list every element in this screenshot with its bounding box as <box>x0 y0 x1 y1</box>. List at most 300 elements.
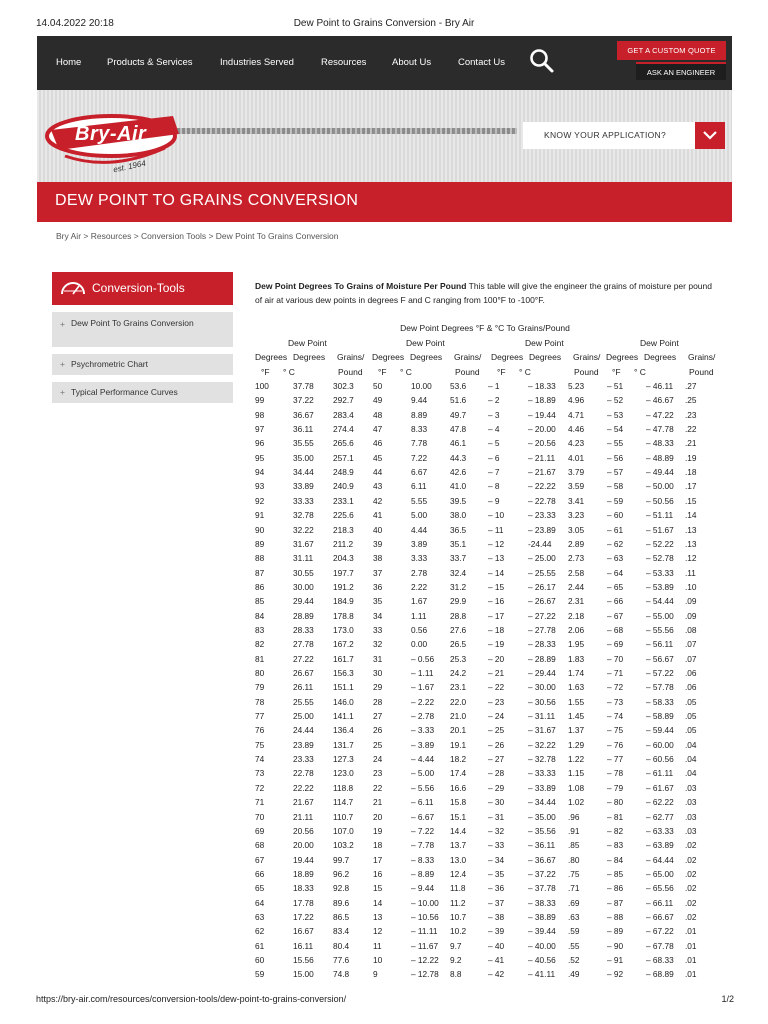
search-icon[interactable] <box>529 48 555 74</box>
table-cell: – 8.33 <box>411 854 435 865</box>
table-cell: – 55 <box>607 438 624 449</box>
nav-home[interactable]: Home <box>56 57 82 68</box>
table-cell: – 6.11 <box>411 797 434 808</box>
table-cell: 36.11 <box>293 424 314 435</box>
table-cell: .06 <box>685 682 697 693</box>
table-cell: 19 <box>373 825 383 836</box>
nav-about-us[interactable]: About Us <box>392 57 432 68</box>
table-cell: .09 <box>685 610 697 621</box>
table-cell: 5.55 <box>411 495 428 506</box>
table-cell: 42.6 <box>450 467 467 478</box>
table-cell: 35.1 <box>450 538 467 549</box>
table-cell: 1.22 <box>568 754 585 765</box>
table-cell: 1.95 <box>568 639 585 650</box>
table-cell: – 9 <box>488 495 500 506</box>
table-cell: – 90 <box>607 940 624 951</box>
table-cell: 26.67 <box>293 668 314 678</box>
table-cell: 53.6 <box>450 381 467 391</box>
table-cell: 30 <box>373 668 383 678</box>
table-cell: 3.89 <box>411 538 428 549</box>
table-cell: – 58.89 <box>646 711 674 722</box>
table-cell: – 82 <box>607 825 624 836</box>
table-cell: 23 <box>373 768 383 779</box>
table-cell: 31 <box>373 653 383 664</box>
group-header-dew-point: Dew Point <box>406 338 445 348</box>
table-cell: 20.1 <box>450 725 467 736</box>
table-cell: 11.2 <box>450 897 466 908</box>
table-cell: .04 <box>685 768 697 779</box>
table-cell: 47 <box>373 424 383 435</box>
table-cell: 16.11 <box>293 940 314 951</box>
table-cell: – 1 <box>488 381 500 391</box>
table-cell: – 34.44 <box>528 797 556 808</box>
sidebar-header <box>52 272 233 305</box>
table-cell: 59 <box>255 969 265 980</box>
table-cell: – 57 <box>607 467 624 478</box>
table-cell: 39 <box>373 538 383 549</box>
know-your-application-select[interactable]: KNOW YOUR APPLICATION? <box>523 122 695 149</box>
table-cell: .25 <box>685 395 697 406</box>
table-cell: .09 <box>685 596 697 607</box>
chevron-down-icon <box>703 130 717 140</box>
column-header: °F <box>261 367 270 377</box>
table-cell: – 61.11 <box>646 768 674 779</box>
table-cell: 5.23 <box>568 381 585 391</box>
table-cell: 37.22 <box>293 395 314 406</box>
sidebar-item-label: Dew Point To Grains Conversion <box>71 318 194 328</box>
table-cell: 94 <box>255 467 265 478</box>
table-cell: .13 <box>685 538 697 549</box>
table-cell: .63 <box>568 911 580 922</box>
table-cell: – 21.11 <box>528 452 556 463</box>
table-cell: 5.00 <box>411 510 428 521</box>
table-cell: – 50.00 <box>646 481 674 492</box>
table-cell: – 89 <box>607 926 624 937</box>
table-cell: 17 <box>373 854 383 865</box>
table-cell: 248.9 <box>333 467 354 478</box>
column-header: Degrees <box>410 352 443 362</box>
plus-icon: + <box>60 319 65 329</box>
table-cell: .12 <box>685 553 697 564</box>
sidebar-item-psychrometric[interactable] <box>52 354 233 375</box>
table-cell: – 46.11 <box>646 381 674 391</box>
table-cell: .06 <box>685 668 697 678</box>
column-header: Grains/ <box>454 352 482 362</box>
table-cell: 77.6 <box>333 955 350 965</box>
table-cell: 42 <box>373 495 383 506</box>
application-dropdown-button[interactable] <box>695 122 725 149</box>
table-cell: – 55.56 <box>646 624 674 635</box>
table-cell: 27.22 <box>293 653 314 664</box>
table-cell: 43 <box>373 481 383 492</box>
table-cell: – 40.56 <box>528 955 556 965</box>
table-cell: 41.0 <box>450 481 467 492</box>
table-cell: 99.7 <box>333 854 350 865</box>
table-cell: 6.11 <box>411 481 427 492</box>
table-cell: 48 <box>373 409 383 420</box>
table-cell: – 77 <box>607 754 624 765</box>
table-cell: 62 <box>255 926 265 937</box>
table-cell: 87 <box>255 567 265 578</box>
table-cell: 265.6 <box>333 438 354 449</box>
page-title: DEW POINT TO GRAINS CONVERSION <box>55 192 359 209</box>
table-cell: 127.3 <box>333 754 354 765</box>
column-header: °F <box>612 367 621 377</box>
table-cell: 74 <box>255 754 265 765</box>
table-cell: – 2.22 <box>411 696 435 707</box>
table-cell: 4.96 <box>568 395 585 406</box>
table-cell: 79 <box>255 682 265 693</box>
table-cell: – 1.11 <box>411 668 434 678</box>
table-cell: 19.1 <box>450 739 467 750</box>
table-cell: – 42 <box>488 969 505 980</box>
table-cell: 49 <box>373 395 383 406</box>
table-cell: – 80 <box>607 797 624 808</box>
table-cell: .02 <box>685 840 697 851</box>
table-cell: 211.2 <box>333 538 354 549</box>
table-cell: 3.41 <box>568 495 585 506</box>
table-cell: 95 <box>255 452 265 463</box>
decorative-stripe <box>177 128 517 134</box>
column-header: Degrees <box>529 352 562 362</box>
table-cell: – 26.17 <box>528 581 556 592</box>
table-cell: – 5.00 <box>411 768 435 779</box>
table-cell: – 8 <box>488 481 500 492</box>
table-cell: 1.37 <box>568 725 585 736</box>
table-cell: – 66 <box>607 596 624 607</box>
table-cell: – 3.89 <box>411 739 435 750</box>
table-cell: 11 <box>373 940 382 951</box>
table-cell: 23.89 <box>293 739 314 750</box>
table-cell: .71 <box>568 883 580 894</box>
table-cell: – 7.22 <box>411 825 435 836</box>
table-cell: – 53.89 <box>646 581 674 592</box>
table-cell: – 31.67 <box>528 725 556 736</box>
table-cell: 14 <box>373 897 383 908</box>
table-cell: 151.1 <box>333 682 354 693</box>
table-cell: 29.44 <box>293 596 314 607</box>
table-cell: – 14 <box>488 567 505 578</box>
nav-products-services[interactable]: Products & Services <box>107 57 193 68</box>
table-cell: 28 <box>373 696 383 707</box>
table-cell: 4.71 <box>568 409 585 420</box>
table-cell: 74.8 <box>333 969 350 980</box>
table-cell: – 47.22 <box>646 409 674 420</box>
table-cell: 80.4 <box>333 940 350 951</box>
table-cell: 21.0 <box>450 711 467 722</box>
table-cell: 68 <box>255 840 265 851</box>
table-cell: 257.1 <box>333 452 354 463</box>
table-cell: 103.2 <box>333 840 354 851</box>
table-cell: 283.4 <box>333 409 354 420</box>
table-cell: – 3.33 <box>411 725 435 736</box>
table-cell: 92 <box>255 495 265 506</box>
table-cell: .14 <box>685 510 697 521</box>
table-cell: – 4 <box>488 424 500 435</box>
table-cell: – 34 <box>488 854 505 865</box>
plus-icon: + <box>60 359 65 369</box>
table-cell: – 0.56 <box>411 653 435 664</box>
nav-contact-us[interactable]: Contact Us <box>458 57 505 68</box>
table-cell: 1.67 <box>411 596 428 607</box>
table-cell: – 56.11 <box>646 639 674 650</box>
table-cell: 31.2 <box>450 581 467 592</box>
table-cell: – 60.00 <box>646 739 674 750</box>
column-header: Pound <box>338 367 363 377</box>
table-cell: 2.73 <box>568 553 585 564</box>
table-cell: 76 <box>255 725 265 736</box>
table-cell: 35.00 <box>293 452 314 463</box>
table-cell: .13 <box>685 524 697 535</box>
table-cell: 9.7 <box>450 940 462 951</box>
table-cell: – 88 <box>607 911 624 922</box>
table-cell: 9 <box>373 969 378 980</box>
table-cell: 37 <box>373 567 383 578</box>
table-cell: – 27 <box>488 754 505 765</box>
table-cell: – 86 <box>607 883 624 894</box>
table-cell: 22.22 <box>293 782 314 793</box>
table-cell: 66 <box>255 868 265 879</box>
table-cell: .21 <box>685 438 697 449</box>
bry-air-logo[interactable] <box>45 110 185 180</box>
top-nav <box>37 36 732 90</box>
table-cell: 1.83 <box>568 653 585 664</box>
sidebar-item-dew-point[interactable] <box>52 312 233 347</box>
table-cell: – 30 <box>488 797 505 808</box>
table-cell: – 33.89 <box>528 782 556 793</box>
table-cell: 2.78 <box>411 567 428 578</box>
table-cell: .02 <box>685 911 697 922</box>
table-cell: – 83 <box>607 840 624 851</box>
table-cell: 29 <box>373 682 383 693</box>
table-cell: .10 <box>685 581 697 592</box>
table-cell: .03 <box>685 825 697 836</box>
table-cell: – 12.78 <box>411 969 439 980</box>
table-cell: – 69 <box>607 639 624 650</box>
table-cell: 69 <box>255 825 265 836</box>
table-cell: 11.8 <box>450 883 466 894</box>
table-cell: 61 <box>255 940 265 951</box>
table-cell: 10 <box>373 955 383 965</box>
table-cell: – 25.55 <box>528 567 556 578</box>
nav-industries-served[interactable]: Industries Served <box>220 57 294 68</box>
table-cell: .91 <box>568 825 580 836</box>
table-cell: – 74 <box>607 711 624 722</box>
column-header: ° C <box>283 367 295 377</box>
table-cell: .85 <box>568 840 580 851</box>
table-cell: 32.4 <box>450 567 467 578</box>
group-header-dew-point: Dew Point <box>640 338 679 348</box>
table-cell: – 20.00 <box>528 424 556 435</box>
sidebar-item-performance-curves[interactable] <box>52 382 233 403</box>
table-cell: – 62.77 <box>646 811 674 822</box>
table-cell: – 29.44 <box>528 668 556 678</box>
table-cell: 63 <box>255 911 265 922</box>
table-cell: – 17 <box>488 610 505 621</box>
table-cell: – 75 <box>607 725 624 736</box>
table-cell: .01 <box>685 940 697 951</box>
table-cell: 70 <box>255 811 265 822</box>
table-cell: – 48.89 <box>646 452 674 463</box>
table-cell: 173.0 <box>333 624 354 635</box>
table-cell: 302.3 <box>333 381 354 391</box>
table-cell: – 61 <box>607 524 624 535</box>
table-cell: – 87 <box>607 897 624 908</box>
table-cell: .80 <box>568 854 580 865</box>
column-header: ° C <box>400 367 412 377</box>
table-cell: – 23.89 <box>528 524 556 535</box>
table-cell: .03 <box>685 811 697 822</box>
get-custom-quote-button[interactable]: GET A CUSTOM QUOTE <box>617 41 726 60</box>
table-cell: 146.0 <box>333 696 354 707</box>
table-cell: – 2 <box>488 395 500 406</box>
table-cell: 14.4 <box>450 825 467 836</box>
table-cell: 225.6 <box>333 510 354 521</box>
header-banner <box>37 90 732 182</box>
table-cell: 1.63 <box>568 682 585 693</box>
table-cell: 46 <box>373 438 383 449</box>
table-cell: – 58.33 <box>646 696 674 707</box>
table-cell: 33.33 <box>293 495 314 506</box>
table-cell: – 41.11 <box>528 969 556 980</box>
table-cell: – 22 <box>488 682 505 693</box>
table-cell: 2.18 <box>568 610 585 621</box>
table-cell: 23.1 <box>450 682 467 693</box>
table-cell: 37.78 <box>293 381 314 391</box>
table-cell: 233.1 <box>333 495 354 506</box>
breadcrumb[interactable]: Bry Air > Resources > Conversion Tools > Dew Point To Grains Conversion <box>56 231 339 241</box>
table-cell: 30.00 <box>293 581 314 592</box>
table-cell: 31.67 <box>293 538 314 549</box>
table-cell: – 26 <box>488 739 505 750</box>
table-cell: 2.22 <box>411 581 428 592</box>
table-cell: 72 <box>255 782 265 793</box>
table-cell: 1.08 <box>568 782 585 793</box>
table-cell: 4.01 <box>568 452 585 463</box>
column-header: Grains/ <box>337 352 365 362</box>
table-cell: 24.44 <box>293 725 314 736</box>
table-cell: – 67 <box>607 610 624 621</box>
table-cell: – 64.44 <box>646 854 674 865</box>
table-cell: 15.56 <box>293 955 314 965</box>
nav-resources[interactable]: Resources <box>321 57 367 68</box>
table-cell: 27 <box>373 711 383 722</box>
table-cell: 90 <box>255 524 265 535</box>
table-cell: 123.0 <box>333 768 354 779</box>
table-cell: 33.7 <box>450 553 467 564</box>
table-cell: – 70 <box>607 653 624 664</box>
table-cell: – 36.67 <box>528 854 556 865</box>
table-caption: Dew Point Degrees °F & °C To Grains/Pound <box>400 323 570 333</box>
table-cell: .19 <box>685 452 697 463</box>
table-cell: 65 <box>255 883 265 894</box>
table-cell: – 12.22 <box>411 955 439 965</box>
table-cell: – 60.56 <box>646 754 674 765</box>
table-cell: 84 <box>255 610 265 621</box>
table-cell: – 11 <box>488 524 504 535</box>
table-cell: 44 <box>373 467 383 478</box>
table-cell: – 32.78 <box>528 754 556 765</box>
table-cell: 1.55 <box>568 696 585 707</box>
table-cell: 71 <box>255 797 265 808</box>
table-cell: – 54 <box>607 424 624 435</box>
table-cell: 3.59 <box>568 481 585 492</box>
table-cell: 21.67 <box>293 797 314 808</box>
plus-icon: + <box>60 387 65 397</box>
ask-engineer-button[interactable]: ASK AN ENGINEER <box>636 62 726 80</box>
column-header: Degrees <box>491 352 524 362</box>
table-cell: 118.8 <box>333 782 354 793</box>
table-cell: – 16 <box>488 596 505 607</box>
table-cell: 15.8 <box>450 797 467 808</box>
table-cell: 3.23 <box>568 510 585 521</box>
table-cell: 1.29 <box>568 739 585 750</box>
table-cell: 20.00 <box>293 840 314 851</box>
table-cell: – 55.00 <box>646 610 674 621</box>
table-cell: .05 <box>685 725 697 736</box>
table-cell: .22 <box>685 424 697 435</box>
table-cell: 1.74 <box>568 668 585 678</box>
table-cell: – 10.56 <box>411 911 439 922</box>
table-cell: 1.02 <box>568 797 585 808</box>
table-cell: – 49.44 <box>646 467 674 478</box>
table-cell: 83 <box>255 624 265 635</box>
table-cell: – 57.78 <box>646 682 674 693</box>
table-cell: – 25 <box>488 725 505 736</box>
table-cell: 12 <box>373 926 383 937</box>
table-cell: 7.78 <box>411 438 428 449</box>
table-cell: 23.33 <box>293 754 314 765</box>
table-cell: .75 <box>568 868 580 879</box>
table-cell: – 68.89 <box>646 969 674 980</box>
table-cell: .04 <box>685 754 697 765</box>
intro-text: This table will give the engineer the grains of moisture per pound of air at various dew points in degrees F and C ranging from 100°F to -100°F. <box>255 281 712 305</box>
table-cell: – 71 <box>607 668 624 678</box>
table-cell: – 81 <box>607 811 624 822</box>
column-header: °F <box>497 367 506 377</box>
table-cell: .11 <box>685 567 696 578</box>
table-cell: 40 <box>373 524 383 535</box>
sidebar-title: Conversion-Tools <box>92 281 185 295</box>
table-cell: – 20.56 <box>528 438 556 449</box>
table-cell: 184.9 <box>333 596 354 607</box>
table-cell: 0.00 <box>411 639 428 650</box>
table-cell: 13.0 <box>450 854 467 865</box>
table-cell: 1.45 <box>568 711 585 722</box>
table-cell: 13.7 <box>450 840 467 851</box>
column-header: Degrees <box>372 352 405 362</box>
table-cell: – 35.00 <box>528 811 556 822</box>
logo-est: est. 1964 <box>112 158 147 175</box>
table-cell: – 31 <box>488 811 505 822</box>
table-cell: – 2.78 <box>411 711 435 722</box>
table-cell: .08 <box>685 624 697 635</box>
table-cell: – 5 <box>488 438 500 449</box>
table-cell: 7.22 <box>411 452 428 463</box>
table-cell: 60 <box>255 955 265 965</box>
sidebar-item-label: Psychrometric Chart <box>71 359 148 369</box>
column-header: Degrees <box>293 352 326 362</box>
table-cell: 32.22 <box>293 524 314 535</box>
table-cell: 18.33 <box>293 883 314 894</box>
table-cell: .27 <box>685 381 697 391</box>
table-cell: – 32.22 <box>528 739 556 750</box>
table-cell: – 37.22 <box>528 868 556 879</box>
table-cell: – 63 <box>607 553 624 564</box>
table-cell: .17 <box>685 481 697 492</box>
table-cell: 36 <box>373 581 383 592</box>
print-datetime: 14.04.2022 20:18 <box>36 18 114 29</box>
